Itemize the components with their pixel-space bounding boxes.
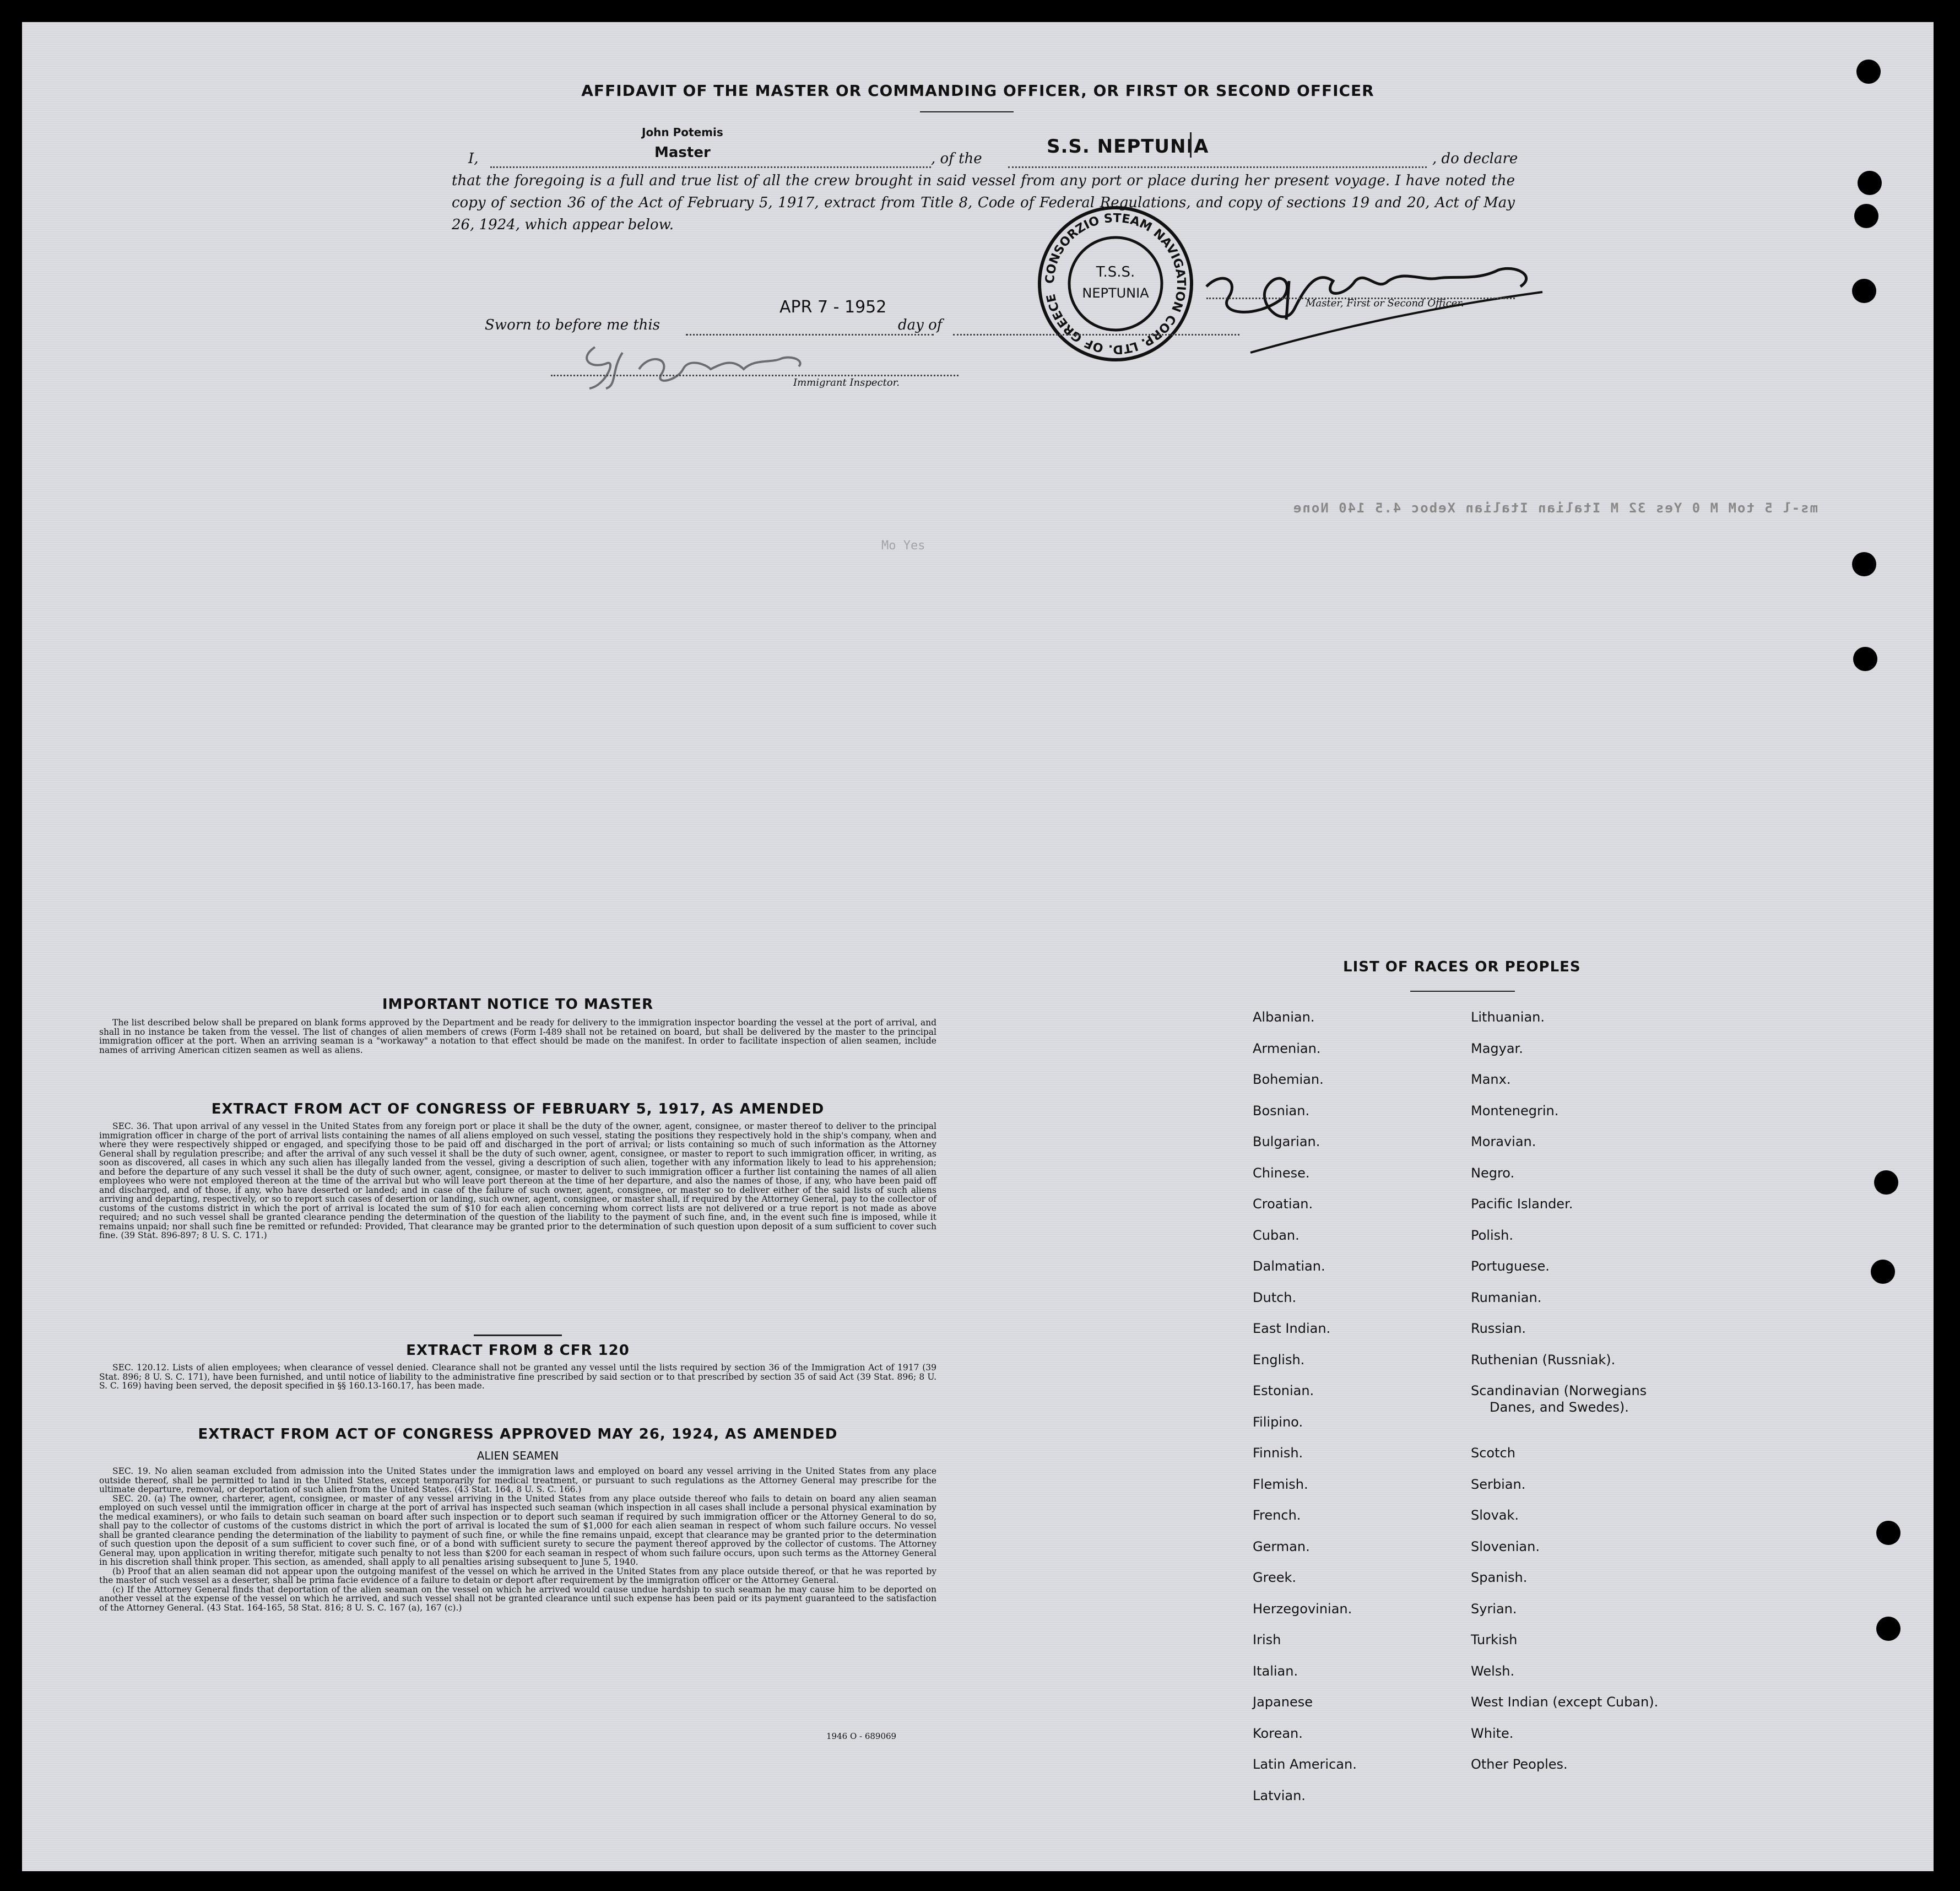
- race-item: Slovak.: [1471, 1508, 1519, 1523]
- extract-1924-text: [99, 1467, 936, 1612]
- race-item: Negro.: [1471, 1165, 1515, 1181]
- race-item: Dutch.: [1253, 1289, 1297, 1305]
- race-item: Turkish: [1471, 1632, 1518, 1647]
- race-item: Slovenian.: [1471, 1538, 1540, 1554]
- sworn-date: APR 7 - 1952: [779, 298, 887, 317]
- punch-hole: [1858, 171, 1882, 195]
- punch-hole: [1876, 1617, 1901, 1641]
- races-underline: [1410, 991, 1515, 992]
- vessel-stamp-edge: [1190, 132, 1192, 158]
- section-19-paragraph: SEC. 19. No alien seaman excluded from admission into the United States under the immigration laws and employed on board any vessel arriving in the United States from any place outside thereof, shall be permitted to land in the United States, except temporarily for medical treatment, or pursuant to such regulations as the Attorney General may prescribe for the ultimate departure, removal, or deportation of such alien from the United States. (43 Stat. 164, 8 U. S. C. 166.): [99, 1466, 936, 1494]
- notice-heading: IMPORTANT NOTICE TO MASTER: [382, 996, 654, 1013]
- race-item: Armenian.: [1253, 1040, 1321, 1056]
- punch-hole: [1874, 1170, 1898, 1195]
- stamp-outer-text: CONSORZIO STEAM NAVIGATION CORP. LTD. OF GREECE: [1043, 211, 1188, 356]
- race-item: Bulgarian.: [1253, 1134, 1320, 1149]
- race-item: White.: [1471, 1725, 1514, 1741]
- race-item: Croatian.: [1253, 1196, 1313, 1212]
- bleed-through-row: ms-l 5 toM M 0 Yes 32 M Italian Italian Xeboc 4.5 140 None: [1292, 500, 1818, 516]
- race-item: Italian.: [1253, 1663, 1298, 1679]
- race-item: Greek.: [1253, 1570, 1296, 1585]
- race-item: Portuguese.: [1471, 1258, 1550, 1274]
- race-item: East Indian.: [1253, 1321, 1331, 1336]
- master-name: John Potemis: [642, 126, 723, 139]
- alien-seamen-subheading: ALIEN SEAMEN: [477, 1449, 559, 1462]
- race-item: Finnish.: [1253, 1445, 1303, 1461]
- print-code: 1946 O - 689069: [826, 1731, 897, 1741]
- inspector-caption: Immigrant Inspector.: [793, 377, 900, 388]
- sworn-month-line: [953, 334, 1239, 336]
- race-item: Ruthenian (Russniak).: [1471, 1352, 1616, 1368]
- section-divider: [474, 1334, 562, 1336]
- notice-text: [99, 1018, 936, 1055]
- race-item: French.: [1253, 1508, 1301, 1523]
- race-item: Polish.: [1471, 1227, 1513, 1243]
- race-item: Moravian.: [1471, 1134, 1536, 1149]
- extract-1924-heading: EXTRACT FROM ACT OF CONGRESS APPROVED MAY 26, 1924, AS AMENDED: [198, 1426, 838, 1442]
- race-item: Chinese.: [1253, 1165, 1310, 1181]
- race-item: Bohemian.: [1253, 1072, 1324, 1087]
- races-left-column: [1253, 1009, 1357, 1819]
- vessel-name: S.S. NEPTUNIA: [1047, 136, 1209, 158]
- master-name-line: [490, 166, 931, 168]
- punch-hole: [1871, 1260, 1895, 1284]
- race-item: Rumanian.: [1471, 1289, 1542, 1305]
- race-item: English.: [1253, 1352, 1305, 1368]
- section-120-12-paragraph: SEC. 120.12. Lists of alien employees; when clearance of vessel denied. Clearance shall not be granted any vessel until the lists required by section 36 of the Immigration Act of 1917 (39 Stat. 896; 8 U. S. C. 171), have been furnished, and until notice of liability to the administrative fine prescribed by said section or to that prescribed by section 35 of said Act (39 Stat. 896; 8 U. S. C. 169) having been served, the deposit specified in §§ 160.13-160.17, has been made.: [99, 1363, 936, 1391]
- races-right-column: [1471, 1009, 1658, 1788]
- race-item: Estonian.: [1253, 1383, 1314, 1398]
- master-title: Master: [654, 144, 711, 161]
- punch-hole: [1854, 204, 1878, 228]
- inspector-signature: [573, 336, 826, 397]
- race-item: Dalmatian.: [1253, 1258, 1325, 1274]
- races-heading: LIST OF RACES OR PEOPLES: [1343, 959, 1581, 975]
- affidavit-title: AFFIDAVIT OF THE MASTER OR COMMANDING OFFICER, OR FIRST OR SECOND OFFICER: [581, 82, 1374, 100]
- race-item: Scandinavian (Norwegians: [1471, 1383, 1647, 1398]
- punch-hole: [1852, 552, 1876, 576]
- race-item: Cuban.: [1253, 1227, 1300, 1243]
- race-item: Scotch: [1471, 1445, 1515, 1461]
- race-item: Welsh.: [1471, 1663, 1515, 1679]
- race-item-continued: Danes, and Swedes).: [1490, 1400, 1629, 1415]
- extract-1917-heading: EXTRACT FROM ACT OF CONGRESS OF FEBRUARY 5, 1917, AS AMENDED: [211, 1101, 825, 1117]
- punch-hole: [1856, 60, 1881, 84]
- declaration-prefix: I,: [468, 150, 479, 167]
- bleed-through-faint: Mo Yes: [881, 539, 925, 553]
- of-the-label: , of the: [931, 150, 982, 167]
- punch-hole: [1876, 1521, 1901, 1545]
- race-item: Herzegovinian.: [1253, 1601, 1352, 1617]
- extract-cfr-text: [99, 1363, 936, 1391]
- race-item: Spanish.: [1471, 1570, 1528, 1585]
- extract-1917-text: [99, 1122, 936, 1240]
- race-item: Latvian.: [1253, 1787, 1306, 1803]
- day-of-label: day of: [898, 317, 943, 333]
- race-item: Serbian.: [1471, 1476, 1526, 1492]
- officer-caption: Master, First or Second Officer.: [1306, 298, 1464, 309]
- punch-hole: [1852, 279, 1876, 303]
- affidavit-body: that the foregoing is a full and true list of all the crew brought in said vessel from any port or place during her present voyage. I have noted the copy of section 36 of the Act of February 5, 1917, extract from Title 8, Code of Federal Regulations, and copy of sections 19 and 20, Act of May 26, 1924, which appear below.: [452, 172, 1515, 233]
- race-item: German.: [1253, 1538, 1310, 1554]
- inspector-signature-line: [551, 375, 959, 376]
- affidavit-page: [22, 22, 1934, 1871]
- race-item: Syrian.: [1471, 1601, 1517, 1617]
- race-item: Russian.: [1471, 1321, 1526, 1336]
- race-item: Montenegrin.: [1471, 1103, 1559, 1119]
- section-36-paragraph: SEC. 36. That upon arrival of any vessel in the United States from any foreign port or place it shall be the duty of the owner, agent, consignee, or master thereof to deliver to the principal immigration officer in charge of the port of arrival lists containing the names of all aliens employed on such vessel, stating the positions they respectively hold in the ship's company, when and where they were respectively shipped or engaged, and specifying those to be paid off and discharged in the port of arrival; or lists containing so much of such information as the Attorney General shall by regulation prescribe; and after the arrival of any such vessel it shall be the duty of such owner, agent, consignee, or master to report to such immigration officer, in writing, as soon as discovered, all cases in which any such alien has illegally landed from the vessel, giving a description of such alien, together with any information likely to lead to his apprehension; and before the departure of any such vessel it shall be the duty of such owner, agent, consignee, or master to deliver to such immigration officer a further list containing the names of all alien employees who were not employed thereon at the time of the arrival but who will leave port thereon at the time of her departure, and also the names of those, if any, who have been paid off and discharged, and of those, if any, who have deserted or landed; and in case of the failure of such owner, agent, consignee, or master so to deliver either of the said lists of such aliens arriving and departing, respectively, or so to report such cases of desertion or landing, such owner, agent, consignee, or master shall, if required by the Attorney General, pay to the collector of customs of the customs district in which the port of arrival is located the sum of $10 for each alien concerning whom correct lists are not delivered or a true report is not made as above required; and no such vessel shall be granted clearance pending the determination of the question of the liability to the payment of such fine, and, in the event such fine is imposed, while it remains unpaid; nor shall such fine be remitted or refunded: Provided, That clearance may be granted prior to the determination of such question upon deposit of a sum sufficient to cover such fine. (39 Stat. 896-897; 8 U. S. C. 171.): [99, 1121, 936, 1240]
- extract-cfr-heading: EXTRACT FROM 8 CFR 120: [406, 1342, 630, 1359]
- race-item: Lithuanian.: [1471, 1009, 1545, 1025]
- sworn-day-line: [686, 334, 934, 336]
- race-item: Albanian.: [1253, 1009, 1315, 1025]
- race-item: West Indian (except Cuban).: [1471, 1694, 1659, 1710]
- race-item: Japanese: [1253, 1694, 1313, 1710]
- vessel-line: [1008, 166, 1427, 168]
- race-item: Irish: [1253, 1632, 1281, 1647]
- race-item: Korean.: [1253, 1725, 1303, 1741]
- vessel-stamp: [1036, 204, 1195, 364]
- punch-hole: [1853, 647, 1877, 671]
- race-item: Magyar.: [1471, 1040, 1523, 1056]
- race-item: Manx.: [1471, 1072, 1511, 1087]
- race-item: Pacific Islander.: [1471, 1196, 1573, 1212]
- section-20a-paragraph: SEC. 20. (a) The owner, charterer, agent, consignee, or master of any vessel arriving in the United States from any place outside thereof who fails to detain on board any alien seaman employed on such vessel until the immigration officer in charge at the port of arrival has inspected such seaman (which inspection in all cases shall include a personal physical examination by the medical examiners), or who fails to detain such seaman on board after such inspection or to deport such seaman if required by such immigration officer or the Attorney General to do so, shall pay to the collector of customs of the customs district in which the port of arrival is located the sum of $1,000 for each alien seaman in respect of whom such failure occurs. No vessel shall be granted clearance pending the determination of the liability to payment of such fine, or while the fine remains unpaid, except that clearance may be granted prior to the determination of such question upon the deposit of a sum sufficient to cover such fine, or of a bond with sufficient surety to secure the payment thereof approved by the collector of customs. The Attorney General may, upon application in writing therefor, mitigate such penalty to not less than $200 for each seaman in respect of whom such failure occurs, upon such terms as the Attorney General in his discretion shall think proper. This section, as amended, shall apply to all penalties arising subsequent to June 5, 1940.: [99, 1493, 936, 1567]
- race-item: Latin American.: [1253, 1757, 1357, 1772]
- race-item: Filipino.: [1253, 1414, 1303, 1430]
- section-20c-paragraph: (c) If the Attorney General finds that deportation of the alien seaman on the vessel on which he arrived would cause undue hardship to such seaman he may cause him to be deported on another vessel at the expense of the vessel on which he arrived, and such vessel shall not be granted clearance until such expense has been paid or its payment guaranteed to the satisfaction of the Attorney General. (43 Stat. 164-165, 58 Stat. 816; 8 U. S. C. 167 (a), 167 (c).): [99, 1584, 936, 1613]
- do-declare-label: , do declare: [1432, 150, 1518, 167]
- section-20b-paragraph: (b) Proof that an alien seaman did not appear upon the outgoing manifest of the vessel on which he arrived in the United States from any place outside thereof, or that he was reported by the master of such vessel as a deserter, shall be prima facie evidence of a failure to detain or deport after requirement by the immigration officer or the Attorney General.: [99, 1566, 936, 1585]
- race-item: Bosnian.: [1253, 1103, 1310, 1119]
- title-underline: [920, 111, 1014, 112]
- notice-paragraph: The list described below shall be prepared on blank forms approved by the Department and be ready for delivery to the immigration inspector boarding the vessel at the port of arrival, and shall in no instance be taken from the vessel. The list of changes of alien members of crews (Form I-489 shall not be retained on board, but shall be delivered by the master to the principal immigration officer at the port. When an arriving seaman is a "workaway" a notation to that effect should be made on the manifest. In order to facilitate inspection of alien seamen, include names of arriving American citizen seamen as well as aliens.: [99, 1018, 936, 1055]
- sworn-prefix: Sworn to before me this: [485, 317, 660, 333]
- race-item: Other Peoples.: [1471, 1757, 1568, 1772]
- stamp-inner-line2: NEPTUNIA: [1082, 285, 1149, 301]
- stamp-inner-line1: T.S.S.: [1096, 264, 1135, 280]
- race-item: Flemish.: [1253, 1476, 1308, 1492]
